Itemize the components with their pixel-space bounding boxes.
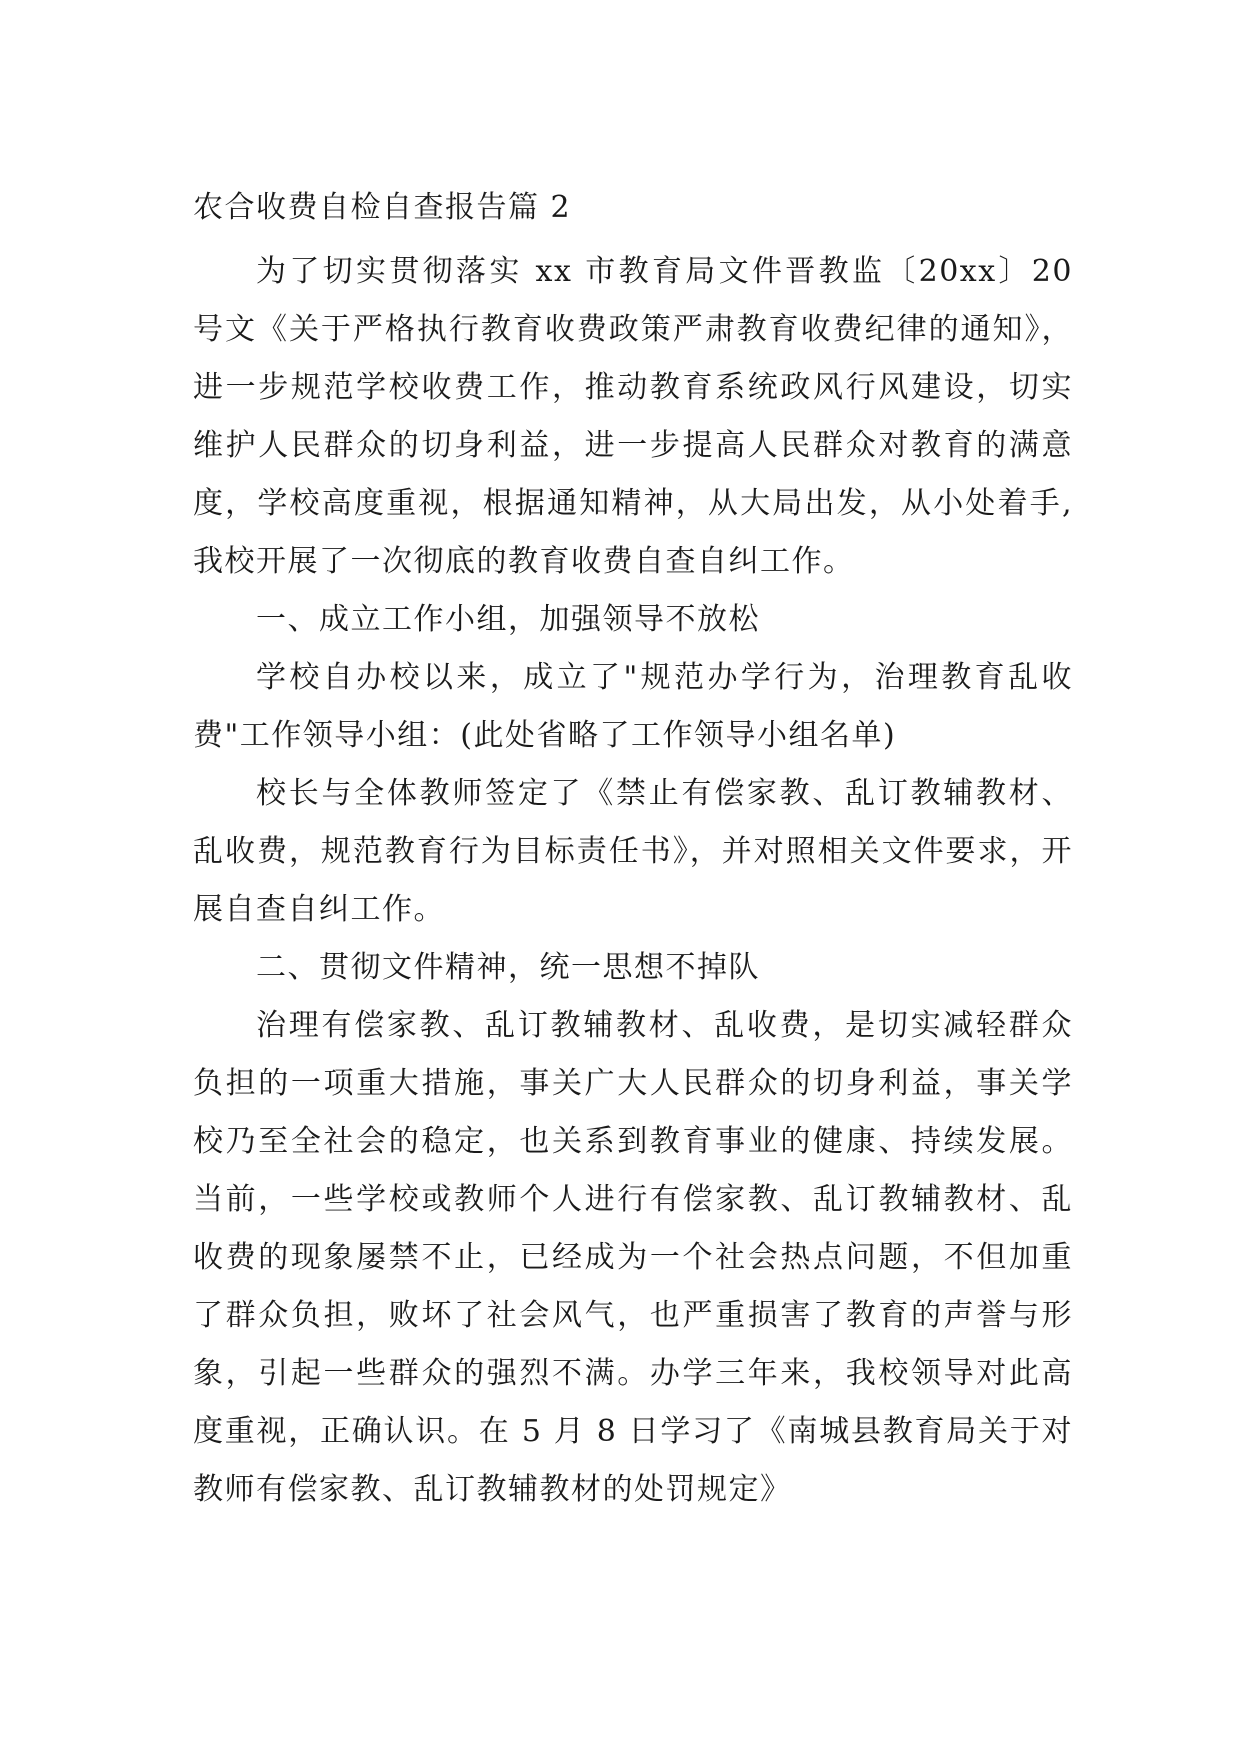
body-paragraph: 治理有偿家教、乱订教辅教材、乱收费，是切实减轻群众负担的一项重大措施，事关广大人民群众的切身利益，事关学校乃至全社会的稳定，也关系到教育事业的健康、持续发展。当前，一些学校或教师个人进行有偿家教、乱订教辅教材、乱收费的现象屡禁不止，已经成为一个社会热点问题，不但加重了群众负担，败坏了社会风气，也严重损害了教育的声誉与形象，引起一些群众的强烈不满。办学三年来，我校领导对此高度重视，正确认识。在 5 月 8 日学习了《南城县教育局关于对教师有偿家教、乱订教辅教材的处罚规定》: [193, 1008, 1073, 1507]
intro-paragraph: 为了切实贯彻落实 xx 市教育局文件晋教监〔20xx〕20 号文《关于严格执行教育收费政策严肃教育收费纪律的通知》，进一步规范学校收费工作，推动教育系统政风行风建设，切实维护人民群众的切身利益，进一步提高人民群众对教育的满意度，学校高度重视，根据通知精神，从大局出发，从小处着手,我校开展了一次彻底的教育收费自查自纠工作。: [193, 254, 1073, 579]
body-paragraph: 学校自办校以来，成立了"规范办学行为，治理教育乱收费"工作领导小组：(此处省略了工作领导小组名单): [193, 660, 1073, 753]
document-title: 农合收费自检自查报告篇 2: [193, 190, 572, 225]
body-paragraph: 校长与全体教师签定了《禁止有偿家教、乱订教辅教材、乱收费，规范教育行为目标责任书》，并对照相关文件要求，开展自查自纠工作。: [193, 776, 1073, 927]
section-heading-2: 二、贯彻文件精神，统一思想不掉队: [256, 950, 760, 985]
document-body: [193, 188, 1073, 1519]
section-heading-1: 一、成立工作小组，加强领导不放松: [256, 602, 760, 637]
